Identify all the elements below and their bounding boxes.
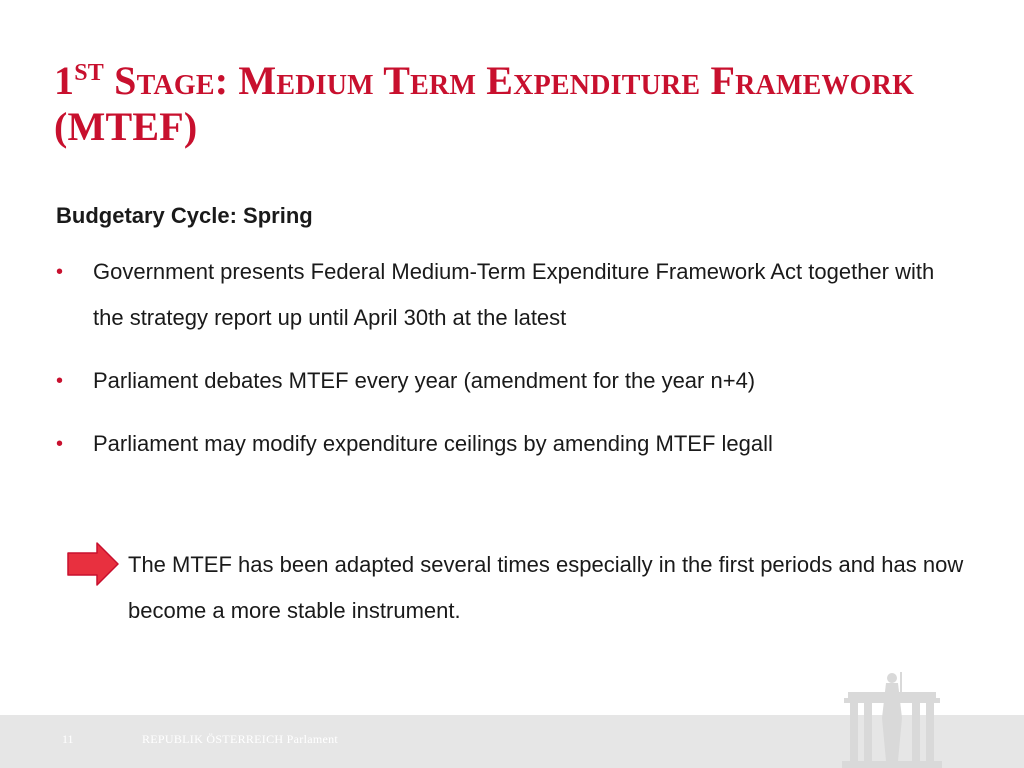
title-text: Stage: Medium Term Expenditure Framework (MTEF): [54, 58, 915, 149]
subheading: Budgetary Cycle: Spring: [56, 203, 313, 228]
bullet-item: [56, 421, 956, 467]
note-text: The MTEF has been adapted several times especially in the first periods and has now become a more stable instrument.: [128, 552, 964, 623]
slide-title: [54, 58, 954, 150]
title-stage-number: 1: [54, 58, 75, 103]
bullet-dot: •: [56, 433, 64, 455]
bullet-list: [56, 249, 956, 484]
bullet-text: Parliament may modify expenditure ceilings by amending MTEF legall: [93, 431, 773, 456]
bullet-text: Parliament debates MTEF every year (amendment for the year n+4): [93, 368, 756, 393]
footer-brand: REPUBLIK ÖSTERREICH Parlament: [142, 732, 339, 746]
bullet-item: [56, 249, 956, 341]
bullet-dot: •: [56, 261, 64, 283]
title-stage-suffix: ST: [74, 60, 104, 86]
bullet-text: Government presents Federal Medium-Term Expenditure Framework Act together with the strategy report up until April 30th at the latest: [93, 259, 935, 330]
bullet-item: [56, 358, 956, 404]
arrow-right-icon: [67, 541, 119, 587]
bullet-dot: •: [56, 370, 64, 392]
parliament-building-icon: [842, 668, 942, 768]
page-number: 11: [62, 732, 74, 746]
